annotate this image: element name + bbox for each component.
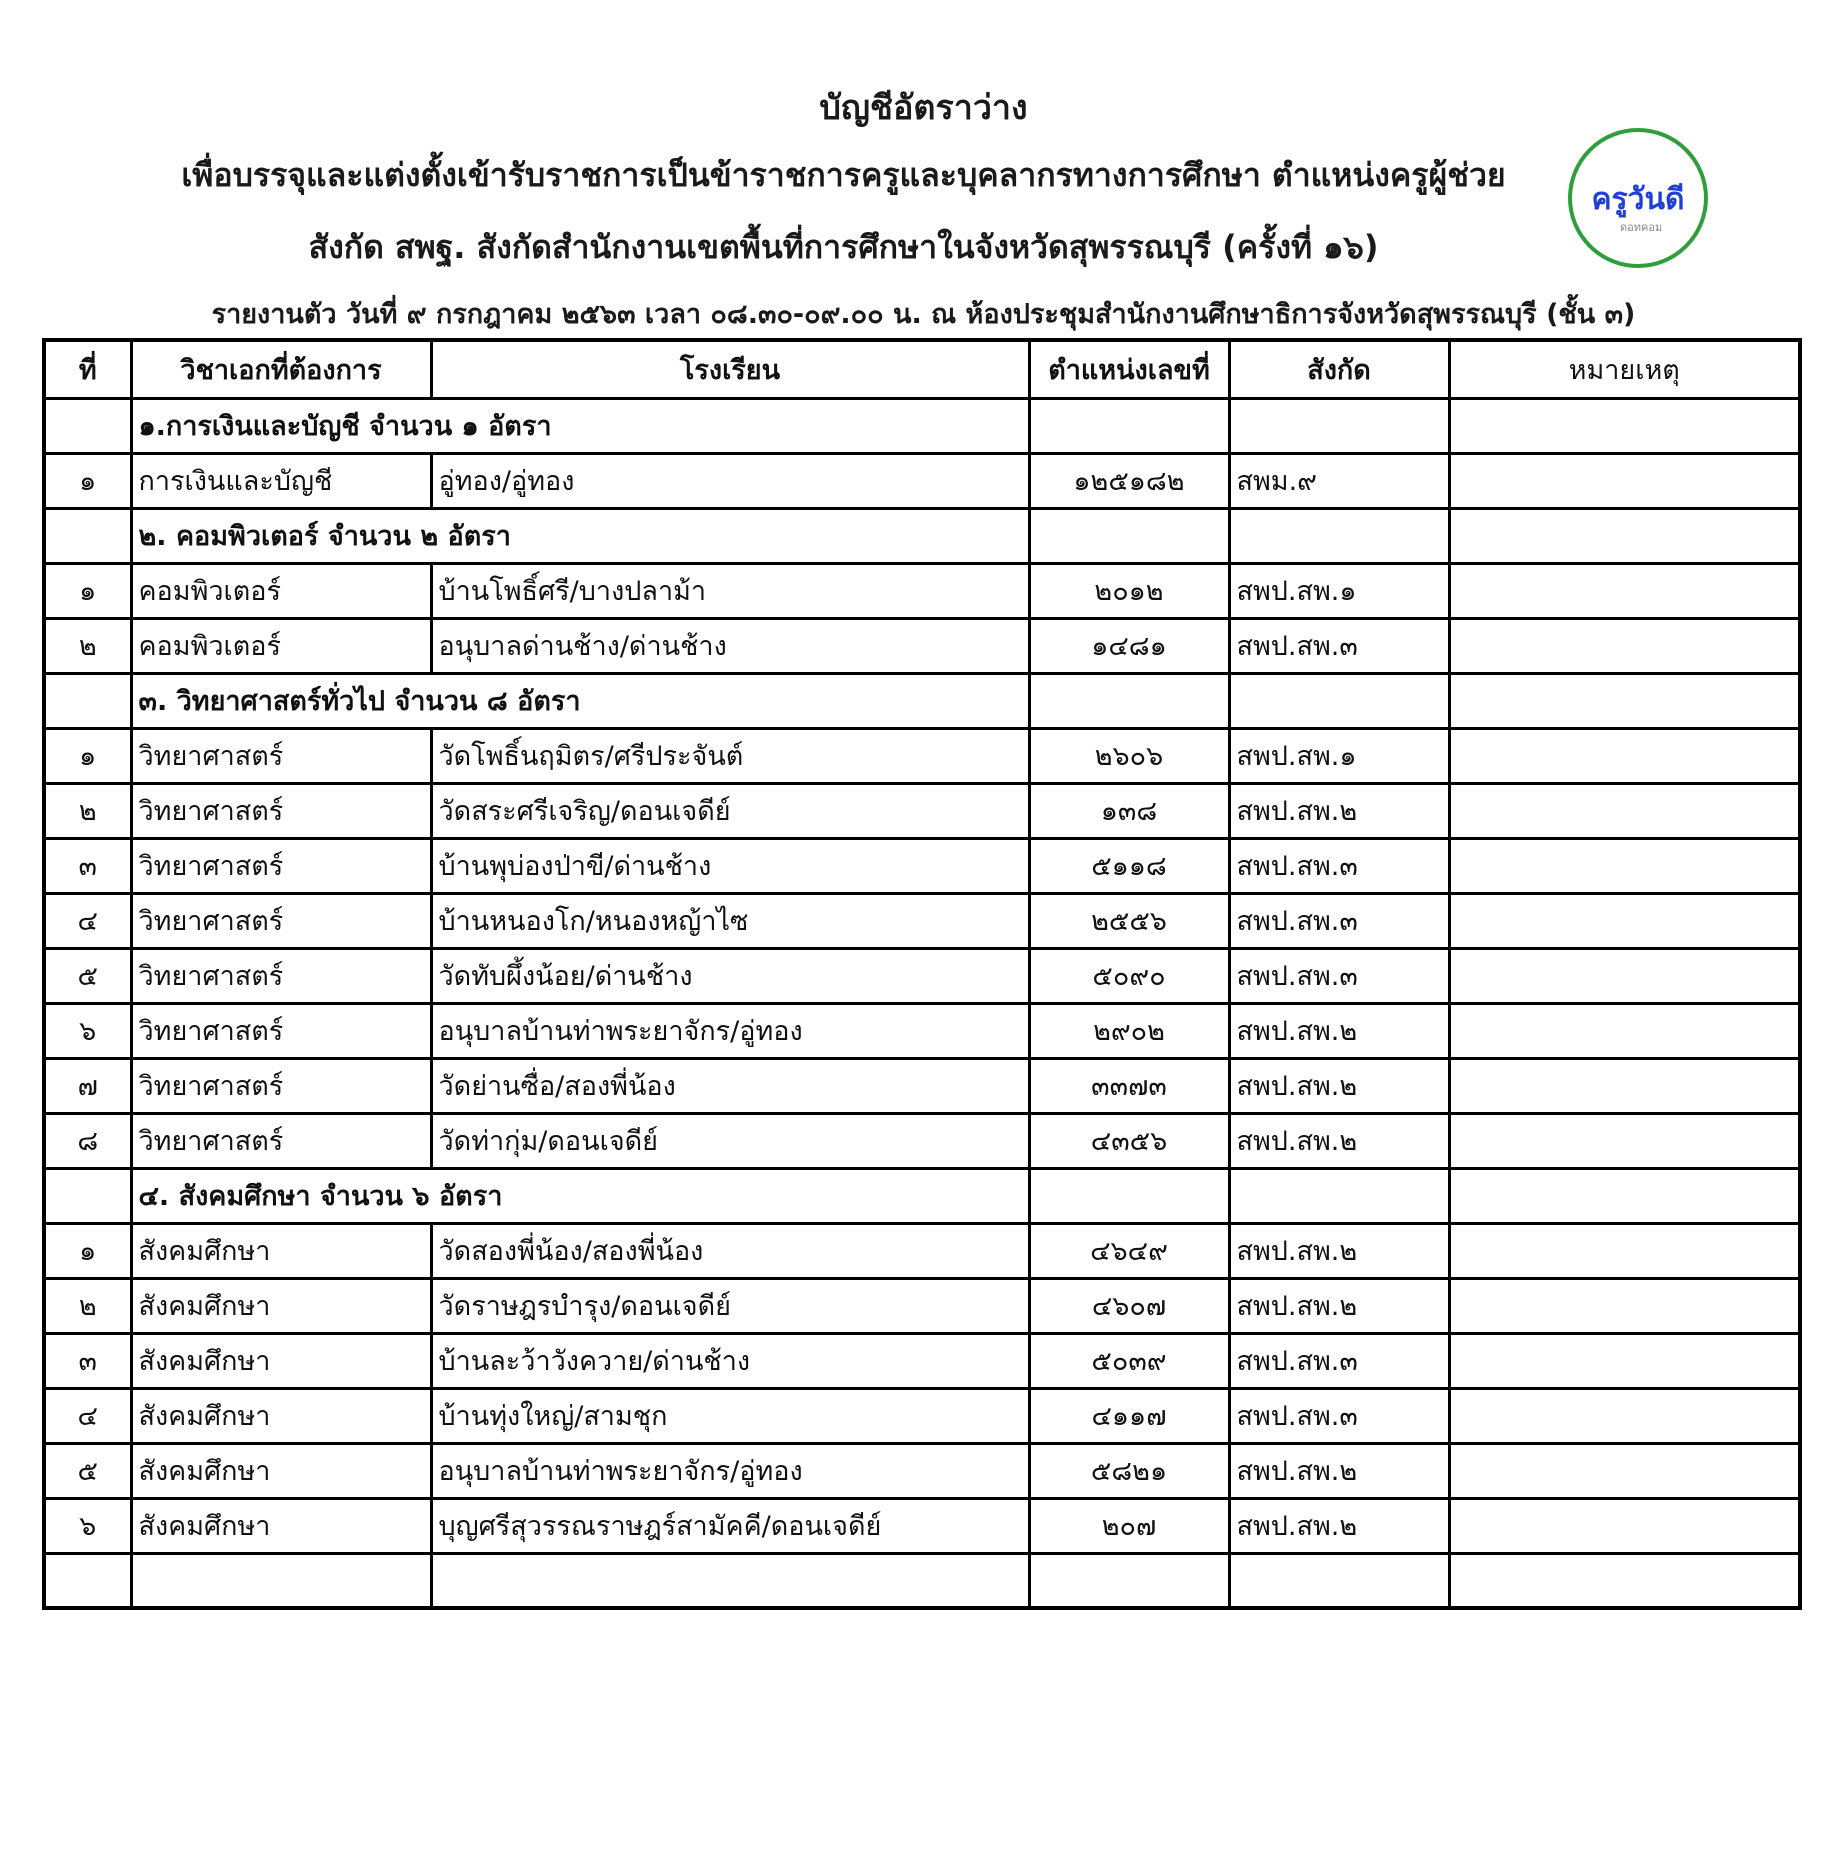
header-no: ที่: [44, 340, 131, 398]
group-position-cell: [1029, 673, 1229, 728]
row-school: วัดสระศรีเจริญ/ดอนเจดีย์: [431, 783, 1029, 838]
group-label: ๓. วิทยาศาสตร์ทั่วไป จำนวน ๘ อัตรา: [131, 673, 1029, 728]
logo-text: ครูวันดี: [1591, 182, 1685, 217]
row-school: อนุบาลด่านช้าง/ด่านช้าง: [431, 618, 1029, 673]
row-remark: [1449, 1388, 1800, 1443]
row-remark: [1449, 453, 1800, 508]
row-affiliation: สพป.สพ.๒: [1229, 1058, 1449, 1113]
row-school: วัดสองพี่น้อง/สองพี่น้อง: [431, 1223, 1029, 1278]
group-affiliation-cell: [1229, 508, 1449, 563]
empty-cell: [1229, 1553, 1449, 1608]
row-position-number: ๕๐๙๐: [1029, 948, 1229, 1003]
row-no: ๑: [44, 1223, 131, 1278]
header-major: วิชาเอกที่ต้องการ: [131, 340, 431, 398]
row-major: วิทยาศาสตร์: [131, 783, 431, 838]
table-row: [44, 1278, 1800, 1333]
row-no: ๕: [44, 1443, 131, 1498]
row-position-number: ๒๕๕๖: [1029, 893, 1229, 948]
row-position-number: ๔๖๔๙: [1029, 1223, 1229, 1278]
row-school: วัดท่ากุ่ม/ดอนเจดีย์: [431, 1113, 1029, 1168]
row-major: วิทยาศาสตร์: [131, 728, 431, 783]
row-affiliation: สพม.๙: [1229, 453, 1449, 508]
row-remark: [1449, 1443, 1800, 1498]
row-position-number: ๕๑๑๘: [1029, 838, 1229, 893]
row-school: บ้านทุ่งใหญ่/สามชุก: [431, 1388, 1029, 1443]
row-no: ๓: [44, 1333, 131, 1388]
row-position-number: ๑๓๘: [1029, 783, 1229, 838]
row-school: วัดย่านซื่อ/สองพี่น้อง: [431, 1058, 1029, 1113]
header-position: ตำแหน่งเลขที่: [1029, 340, 1229, 398]
row-school: วัดราษฎรบำรุง/ดอนเจดีย์: [431, 1278, 1029, 1333]
group-affiliation-cell: [1229, 1168, 1449, 1223]
row-remark: [1449, 783, 1800, 838]
row-major: วิทยาศาสตร์: [131, 838, 431, 893]
header-affiliation: สังกัด: [1229, 340, 1449, 398]
row-position-number: ๒๖๐๖: [1029, 728, 1229, 783]
row-major: วิทยาศาสตร์: [131, 1058, 431, 1113]
group-no-cell: [44, 1168, 131, 1223]
row-position-number: ๕๘๒๑: [1029, 1443, 1229, 1498]
row-no: ๒: [44, 618, 131, 673]
empty-row: [44, 1553, 1800, 1608]
header-school: โรงเรียน: [431, 340, 1029, 398]
row-no: ๔: [44, 893, 131, 948]
group-label: ๔. สังคมศึกษา จำนวน ๖ อัตรา: [131, 1168, 1029, 1223]
group-header-row: [44, 673, 1800, 728]
table-row: [44, 1223, 1800, 1278]
row-school: อู่ทอง/อู่ทอง: [431, 453, 1029, 508]
row-no: ๘: [44, 1113, 131, 1168]
row-affiliation: สพป.สพ.๒: [1229, 1498, 1449, 1553]
table-row: [44, 783, 1800, 838]
row-major: สังคมศึกษา: [131, 1223, 431, 1278]
row-affiliation: สพป.สพ.๒: [1229, 783, 1449, 838]
table-row: [44, 563, 1800, 618]
group-header-row: [44, 1168, 1800, 1223]
row-major: สังคมศึกษา: [131, 1333, 431, 1388]
row-affiliation: สพป.สพ.๒: [1229, 1003, 1449, 1058]
document-subtitle-1: เพื่อบรรจุและแต่งตั้งเข้ารับราชการเป็นข้าราชการครูและบุคลากรทางการศึกษา ตำแหน่งครูผู้ช่วย: [181, 156, 1506, 194]
table-row: [44, 453, 1800, 508]
row-remark: [1449, 1113, 1800, 1168]
header-remark: หมายเหตุ: [1449, 340, 1800, 398]
row-remark: [1449, 1333, 1800, 1388]
group-remark-cell: [1449, 508, 1800, 563]
group-affiliation-cell: [1229, 673, 1449, 728]
table-row: [44, 1333, 1800, 1388]
row-remark: [1449, 618, 1800, 673]
group-position-cell: [1029, 508, 1229, 563]
row-no: ๑: [44, 453, 131, 508]
row-no: ๒: [44, 1278, 131, 1333]
row-remark: [1449, 728, 1800, 783]
table-row: [44, 838, 1800, 893]
row-affiliation: สพป.สพ.๒: [1229, 1278, 1449, 1333]
group-remark-cell: [1449, 398, 1800, 453]
table-row: [44, 1003, 1800, 1058]
row-school: บ้านละว้าวังควาย/ด่านช้าง: [431, 1333, 1029, 1388]
group-position-cell: [1029, 398, 1229, 453]
group-position-cell: [1029, 1168, 1229, 1223]
row-position-number: ๒๙๐๒: [1029, 1003, 1229, 1058]
group-label: ๒. คอมพิวเตอร์ จำนวน ๒ อัตรา: [131, 508, 1029, 563]
row-no: ๖: [44, 1498, 131, 1553]
group-remark-cell: [1449, 1168, 1800, 1223]
row-affiliation: สพป.สพ.๓: [1229, 893, 1449, 948]
row-position-number: ๒๐๗: [1029, 1498, 1229, 1553]
kruwandee-logo: [1568, 128, 1708, 268]
row-major: สังคมศึกษา: [131, 1443, 431, 1498]
table-row: [44, 1443, 1800, 1498]
row-remark: [1449, 838, 1800, 893]
row-remark: [1449, 1498, 1800, 1553]
document-title: บัญชีอัตราว่าง: [819, 88, 1028, 128]
group-remark-cell: [1449, 673, 1800, 728]
row-remark: [1449, 1223, 1800, 1278]
group-label: ๑.การเงินและบัญชี จำนวน ๑ อัตรา: [131, 398, 1029, 453]
row-major: วิทยาศาสตร์: [131, 1113, 431, 1168]
row-remark: [1449, 893, 1800, 948]
row-school: อนุบาลบ้านท่าพระยาจักร/อู่ทอง: [431, 1003, 1029, 1058]
row-remark: [1449, 948, 1800, 1003]
row-affiliation: สพป.สพ.๒: [1229, 1113, 1449, 1168]
row-no: ๓: [44, 838, 131, 893]
table-header-row: [44, 340, 1800, 398]
row-major: สังคมศึกษา: [131, 1498, 431, 1553]
empty-cell: [431, 1553, 1029, 1608]
group-no-cell: [44, 398, 131, 453]
row-major: สังคมศึกษา: [131, 1388, 431, 1443]
row-school: บ้านหนองโก/หนองหญ้าไซ: [431, 893, 1029, 948]
row-position-number: ๔๖๐๗: [1029, 1278, 1229, 1333]
row-school: วัดทับผึ้งน้อย/ด่านช้าง: [431, 948, 1029, 1003]
group-no-cell: [44, 673, 131, 728]
row-major: คอมพิวเตอร์: [131, 618, 431, 673]
row-position-number: ๑๒๕๑๘๒: [1029, 453, 1229, 508]
row-major: วิทยาศาสตร์: [131, 893, 431, 948]
group-no-cell: [44, 508, 131, 563]
row-affiliation: สพป.สพ.๓: [1229, 1388, 1449, 1443]
row-no: ๗: [44, 1058, 131, 1113]
row-no: ๑: [44, 563, 131, 618]
row-major: การเงินและบัญชี: [131, 453, 431, 508]
table-row: [44, 618, 1800, 673]
row-major: สังคมศึกษา: [131, 1278, 431, 1333]
table-row: [44, 1058, 1800, 1113]
row-remark: [1449, 1003, 1800, 1058]
table-row: [44, 1498, 1800, 1553]
table-row: [44, 893, 1800, 948]
logo-subtext: ดอทคอม: [1620, 221, 1663, 234]
row-affiliation: สพป.สพ.๑: [1229, 563, 1449, 618]
row-affiliation: สพป.สพ.๒: [1229, 1223, 1449, 1278]
vacancy-table: [42, 338, 1802, 1610]
row-school: อนุบาลบ้านท่าพระยาจักร/อู่ทอง: [431, 1443, 1029, 1498]
row-remark: [1449, 1058, 1800, 1113]
group-header-row: [44, 508, 1800, 563]
row-position-number: ๓๓๗๓: [1029, 1058, 1229, 1113]
row-no: ๒: [44, 783, 131, 838]
row-remark: [1449, 1278, 1800, 1333]
row-no: ๔: [44, 1388, 131, 1443]
table-row: [44, 948, 1800, 1003]
table-body: [44, 398, 1800, 1608]
row-no: ๑: [44, 728, 131, 783]
row-school: บุญศรีสุวรรณราษฎร์สามัคคี/ดอนเจดีย์: [431, 1498, 1029, 1553]
row-position-number: ๑๔๘๑: [1029, 618, 1229, 673]
row-no: ๕: [44, 948, 131, 1003]
empty-cell: [44, 1553, 131, 1608]
row-affiliation: สพป.สพ.๑: [1229, 728, 1449, 783]
group-affiliation-cell: [1229, 398, 1449, 453]
row-affiliation: สพป.สพ.๓: [1229, 948, 1449, 1003]
row-position-number: ๒๐๑๒: [1029, 563, 1229, 618]
row-school: วัดโพธิ์นฤมิตร/ศรีประจันต์: [431, 728, 1029, 783]
row-affiliation: สพป.สพ.๒: [1229, 1443, 1449, 1498]
row-affiliation: สพป.สพ.๓: [1229, 618, 1449, 673]
document-subtitle-2: สังกัด สพฐ. สังกัดสำนักงานเขตพื้นที่การศึกษาในจังหวัดสุพรรณบุรี (ครั้งที่ ๑๖): [308, 228, 1379, 266]
row-affiliation: สพป.สพ.๓: [1229, 838, 1449, 893]
row-position-number: ๔๓๕๖: [1029, 1113, 1229, 1168]
row-major: คอมพิวเตอร์: [131, 563, 431, 618]
empty-cell: [131, 1553, 431, 1608]
table-row: [44, 1388, 1800, 1443]
empty-cell: [1449, 1553, 1800, 1608]
table-row: [44, 1113, 1800, 1168]
empty-cell: [1029, 1553, 1229, 1608]
table-row: [44, 728, 1800, 783]
group-header-row: [44, 398, 1800, 453]
row-school: บ้านโพธิ์ศรี/บางปลาม้า: [431, 563, 1029, 618]
row-major: วิทยาศาสตร์: [131, 1003, 431, 1058]
row-school: บ้านพุบ่องป่าขี/ด่านช้าง: [431, 838, 1029, 893]
row-position-number: ๔๑๑๗: [1029, 1388, 1229, 1443]
row-major: วิทยาศาสตร์: [131, 948, 431, 1003]
row-no: ๖: [44, 1003, 131, 1058]
row-position-number: ๕๐๓๙: [1029, 1333, 1229, 1388]
row-affiliation: สพป.สพ.๓: [1229, 1333, 1449, 1388]
report-info-line: รายงานตัว วันที่ ๙ กรกฎาคม ๒๕๖๓ เวลา ๐๘.๓๐-๐๙.๐๐ น. ณ ห้องประชุมสำนักงานศึกษาธิการจังหวัดสุพรรณบุรี (ชั้น ๓): [211, 299, 1636, 330]
row-remark: [1449, 563, 1800, 618]
